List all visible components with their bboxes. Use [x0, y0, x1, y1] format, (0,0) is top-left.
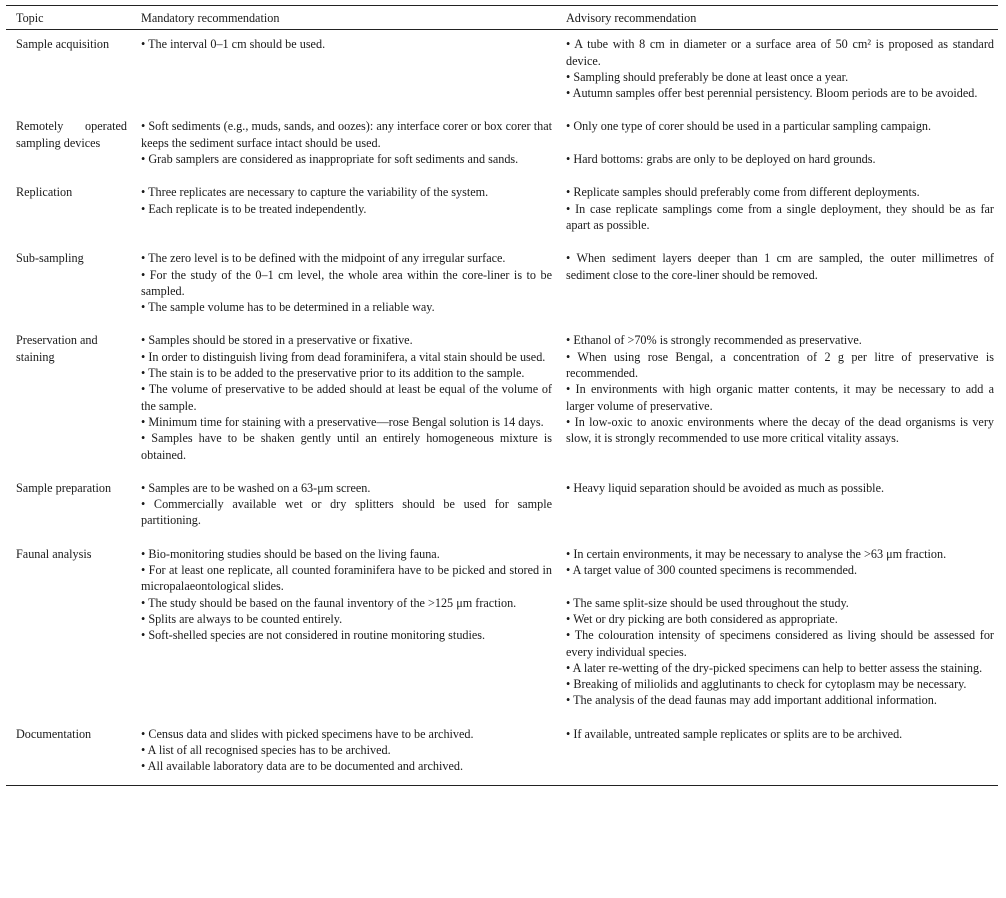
advisory-item: • When using rose Bengal, a concentration of 2 g per litre of preservative is recommended. — [566, 349, 994, 381]
recommendations-table-container — [6, 5, 998, 786]
advisory-item: • A target value of 300 counted specimens is recommended. — [566, 563, 858, 578]
advisory-item: • Heavy liquid separation should be avoided as much as possible. — [566, 480, 885, 495]
mandatory-item: • In order to distinguish living from dead foraminifera, a vital stain should be used. — [141, 349, 546, 364]
mandatory-item: • Grab samplers are considered as inappropriate for soft sediments and sands. — [141, 152, 519, 167]
mandatory-item: • The zero level is to be defined with the midpoint of any irregular surface. — [141, 251, 506, 266]
mandatory-item: • Three replicates are necessary to capture the variability of the system. — [141, 185, 489, 200]
advisory-cell — [556, 30, 998, 112]
advisory-cell — [556, 243, 998, 325]
advisory-cell — [556, 473, 998, 539]
advisory-item: • When sediment layers deeper than 1 cm are sampled, the outer millimetres of sediment close to the core-liner should be removed. — [566, 251, 994, 282]
mandatory-item: • The volume of preservative to be added should at least be equal of the volume of the sample. — [141, 382, 552, 413]
advisory-cell — [556, 539, 998, 719]
advisory-item: • The colouration intensity of specimens considered as living should be assessed for every individual species. — [566, 628, 994, 659]
advisory-item: • A later re-wetting of the dry-picked specimens can help to better assess the staining. — [566, 660, 983, 675]
table-row — [6, 30, 998, 112]
topic-cell: Documentation — [16, 726, 92, 741]
mandatory-item: • Each replicate is to be treated independently. — [141, 201, 367, 216]
advisory-item: • Only one type of corer should be used in a particular sampling campaign. — [566, 119, 932, 134]
advisory-cell — [556, 111, 998, 177]
mandatory-item: • Splits are always to be counted entirely. — [141, 611, 343, 626]
mandatory-cell — [131, 243, 556, 325]
header-advisory: Advisory recommendation — [566, 11, 697, 25]
advisory-item: • Replicate samples should preferably come from different deployments. — [566, 185, 920, 200]
recommendations-table — [6, 5, 998, 786]
advisory-item: • In certain environments, it may be necessary to analyse the >63 μm fraction. — [566, 546, 947, 561]
table-row — [6, 719, 998, 785]
topic-cell: Sample preparation — [16, 480, 112, 495]
mandatory-item: • For at least one replicate, all counted foraminifera have to be picked and stored in micropalaeontological slides. — [141, 563, 552, 594]
mandatory-item: • The sample volume has to be determined in a reliable way. — [141, 300, 435, 315]
header-row — [6, 6, 998, 30]
mandatory-cell — [131, 111, 556, 177]
mandatory-cell — [131, 30, 556, 112]
mandatory-cell — [131, 325, 556, 472]
mandatory-item: • All available laboratory data are to be documented and archived. — [141, 759, 464, 774]
mandatory-cell — [131, 539, 556, 719]
mandatory-item: • The interval 0–1 cm should be used. — [141, 37, 326, 52]
advisory-item: • The analysis of the dead faunas may add important additional information. — [566, 693, 937, 708]
topic-cell: Preservation and staining — [16, 333, 98, 364]
advisory-item: • A tube with 8 cm in diameter or a surface area of 50 cm² is proposed as standard device. — [566, 37, 994, 68]
advisory-item: • Hard bottoms: grabs are only to be deployed on hard grounds. — [566, 152, 876, 167]
mandatory-item: • Samples have to be shaken gently until an entirely homogeneous mixture is obtained. — [141, 431, 552, 462]
table-row — [6, 473, 998, 539]
table-row — [6, 177, 998, 243]
table-row — [6, 325, 998, 472]
topic-cell: Remotely operated sampling devices — [16, 119, 127, 150]
mandatory-cell — [131, 719, 556, 785]
mandatory-cell — [131, 177, 556, 243]
advisory-cell — [556, 177, 998, 243]
mandatory-item: • Commercially available wet or dry splitters should be used for sample partitioning. — [141, 497, 552, 528]
mandatory-item: • The study should be based on the faunal inventory of the >125 μm fraction. — [141, 595, 517, 610]
advisory-item: • Ethanol of >70% is strongly recommended as preservative. — [566, 333, 862, 348]
table-row — [6, 539, 998, 719]
spacer — [566, 578, 994, 594]
header-topic: Topic — [16, 11, 44, 25]
mandatory-item: • The stain is to be added to the preservative prior to its addition to the sample. — [141, 366, 525, 381]
mandatory-item: • For the study of the 0–1 cm level, the whole area within the core-liner is to be sampled. — [141, 267, 552, 298]
topic-cell: Replication — [16, 185, 73, 200]
mandatory-cell — [131, 473, 556, 539]
advisory-item: • In low-oxic to anoxic environments where the decay of the dead organisms is very slow, it is strongly recommended to use more critical vitality assays. — [566, 414, 994, 446]
mandatory-item: • Census data and slides with picked specimens have to be archived. — [141, 726, 474, 741]
topic-cell: Sample acquisition — [16, 37, 110, 52]
topic-cell: Sub-sampling — [16, 251, 84, 266]
topic-cell: Faunal analysis — [16, 546, 92, 561]
advisory-item: • In environments with high organic matter contents, it may be necessary to add a larger volume of preservative. — [566, 382, 994, 413]
mandatory-item: • Samples are to be washed on a 63-μm screen. — [141, 480, 371, 495]
mandatory-item: • Samples should be stored in a preservative or fixative. — [141, 333, 413, 348]
advisory-item: • If available, untreated sample replicates or splits are to be archived. — [566, 726, 903, 741]
table-row — [6, 111, 998, 177]
table-header — [6, 6, 998, 30]
mandatory-item: • A list of all recognised species has to be archived. — [141, 742, 391, 757]
mandatory-item: • Bio-monitoring studies should be based on the living fauna. — [141, 546, 440, 561]
advisory-cell — [556, 325, 998, 472]
mandatory-item: • Soft-shelled species are not considered in routine monitoring studies. — [141, 628, 486, 643]
mandatory-item: • Soft sediments (e.g., muds, sands, and oozes): any interface corer or box corer that keeps the sediment surface intact should be used. — [141, 119, 552, 150]
advisory-item: • The same split-size should be used throughout the study. — [566, 595, 849, 610]
table-row — [6, 243, 998, 325]
mandatory-item: • Minimum time for staining with a preservative—rose Bengal solution is 14 days. — [141, 414, 544, 429]
advisory-item: • Sampling should preferably be done at least once a year. — [566, 69, 849, 84]
advisory-item: • Wet or dry picking are both considered as appropriate. — [566, 611, 838, 626]
spacer — [566, 135, 994, 151]
advisory-cell — [556, 719, 998, 785]
advisory-item: • Autumn samples offer best perennial persistency. Bloom periods are to be avoided. — [566, 86, 978, 101]
advisory-item: • Breaking of miliolids and agglutinants to check for cytoplasm may be necessary. — [566, 677, 967, 692]
table-body — [6, 30, 998, 785]
advisory-item: • In case replicate samplings come from a single deployment, they should be as far apart as possible. — [566, 201, 994, 232]
header-mandatory: Mandatory recommendation — [141, 11, 280, 25]
